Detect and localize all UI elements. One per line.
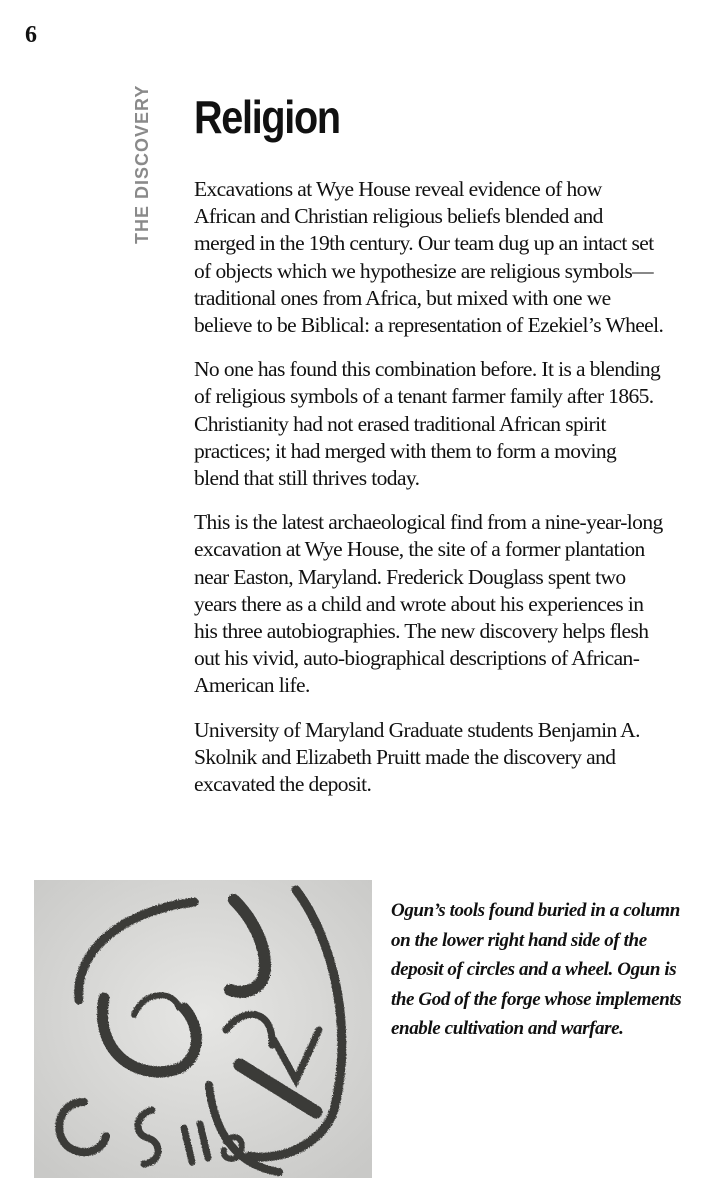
page-title: Religion	[194, 91, 340, 143]
section-label: THE DISCOVERY	[132, 84, 152, 244]
article-paragraph-1: Excavations at Wye House reveal evidence of how African and Christian religious beliefs blended and merged in the 19th century. Our team dug up an intact set of objects which we hypothesize are religious symbols—traditional ones from Africa, but mixed with one we believe to be Biblical: a representation of Ezekiel’s Wheel.	[194, 177, 664, 338]
iron-tools-illustration	[34, 880, 372, 1178]
article-paragraph-3: This is the latest archaeological find from a nine-year-long excavation at Wye House, the site of a former plantation near Easton, Maryland. Frederick Douglass spent two years there as a child and wrote about his experiences in his three autobiographies. The new discovery helps flesh out his vivid, auto-biographical descriptions of African-American life.	[194, 510, 663, 698]
photo-caption: Ogun’s tools found buried in a column on the lower right hand side of the deposit of circles and a wheel. Ogun is the God of the forge whose implements enable cultivation and warfare.	[391, 900, 682, 1039]
page-number: 6	[25, 22, 37, 48]
article-paragraph-2: No one has found this combination before. It is a blending of religious symbols of a tenant farmer family after 1865. Christianity had not erased traditional African spirit practices; it had merged with them to form a moving blend that still thrives today.	[194, 357, 661, 491]
article-paragraph-4: University of Maryland Graduate students Benjamin A. Skolnik and Elizabeth Pruitt made the discovery and excavated the deposit.	[194, 717, 640, 797]
article-body	[194, 176, 664, 815]
artifact-photo	[34, 880, 372, 1178]
